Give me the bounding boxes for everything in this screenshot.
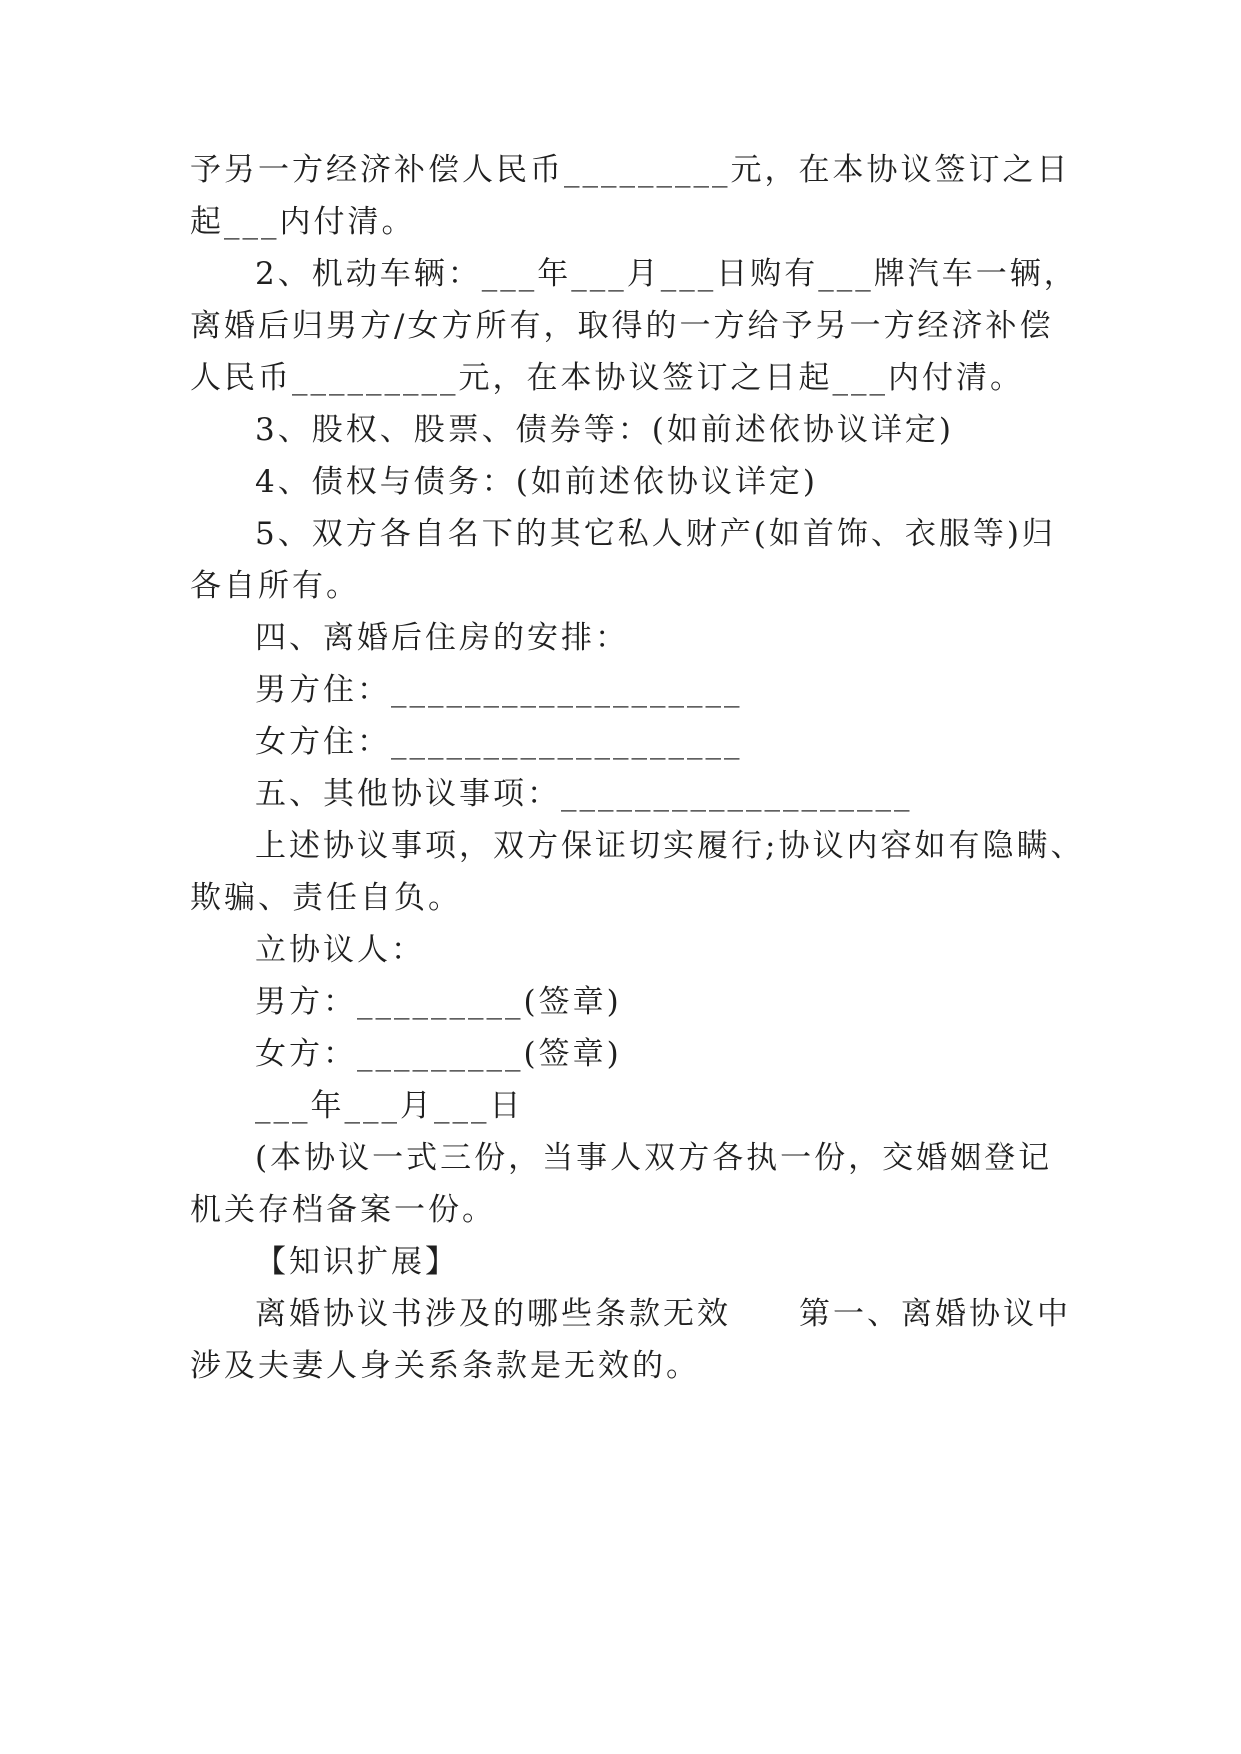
text-line: 2、机动车辆：___年___月___日购有___牌汽车一辆，: [255, 256, 1078, 292]
text-line: 各自所有。: [190, 568, 360, 604]
text-line: 女方住：___________________: [255, 724, 743, 760]
text-line: 3、股权、股票、债券等：(如前述依协议详定): [255, 412, 954, 448]
text-line: 机关存档备案一份。: [190, 1192, 496, 1228]
text-line: 离婚协议书涉及的哪些条款无效 第一、离婚协议中: [255, 1296, 1071, 1332]
signature-line-male: 男方：_________(签章): [255, 984, 622, 1020]
text-line: 人民币_________元，在本协议签订之日起___内付清。: [190, 360, 1024, 396]
date-line: ___年___月___日: [255, 1088, 524, 1124]
text-line: 欺骗、责任自负。: [190, 880, 462, 916]
signature-line-female: 女方：_________(签章): [255, 1036, 622, 1072]
section-heading: 【知识扩展】: [255, 1244, 459, 1280]
text-line: 4、债权与债务：(如前述依协议详定): [255, 464, 818, 500]
text-line: (本协议一式三份，当事人双方各执一份，交婚姻登记: [255, 1140, 1053, 1176]
text-line: 涉及夫妻人身关系条款是无效的。: [190, 1348, 700, 1384]
text-line: 5、双方各自名下的其它私人财产(如首饰、衣服等)归: [255, 516, 1056, 552]
text-line: 起___内付清。: [190, 204, 416, 240]
text-line: 予另一方经济补偿人民币_________元，在本协议签订之日: [190, 152, 1071, 188]
section-heading: 五、其他协议事项：___________________: [255, 776, 913, 812]
text-line: 立协议人：: [255, 932, 425, 968]
text-line: 男方住：___________________: [255, 672, 743, 708]
text-line: 上述协议事项，双方保证切实履行;协议内容如有隐瞒、: [255, 828, 1085, 864]
text-line: 离婚后归男方/女方所有，取得的一方给予另一方经济补偿: [190, 308, 1054, 344]
section-heading: 四、离婚后住房的安排：: [255, 620, 629, 656]
